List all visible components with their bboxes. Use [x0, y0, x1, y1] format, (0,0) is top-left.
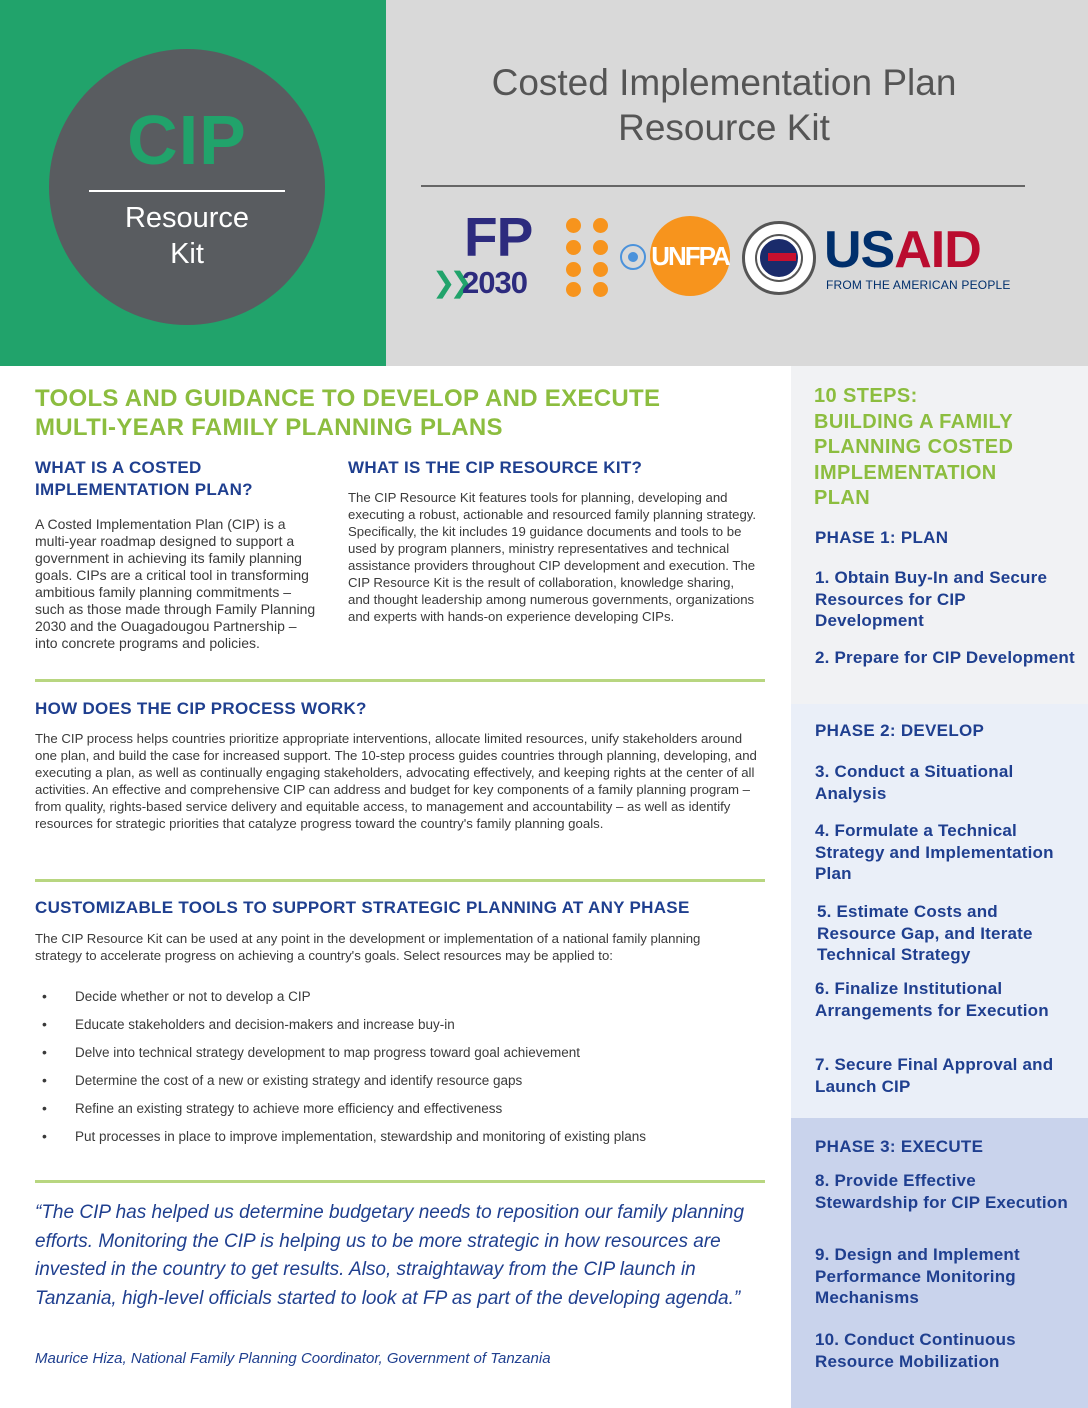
step-5: 5. Estimate Costs and Resource Gap, and Iterate Technical Strategy: [817, 902, 1033, 964]
usaid-wordmark: [824, 221, 981, 279]
testimonial-quote: “The CIP has helped us determine budgetary needs to reposition our family planning efforts. Monitoring the CIP is helping us to be more strategic in how resources are invested in the country to get results. Also, straightaway from the CIP launch in Tanzania, high-level officials started to look at FP as part of the developing agenda.”: [35, 1202, 745, 1309]
usaid-wordmark-aid: AID: [894, 221, 981, 279]
list-item: • Decide whether or not to develop a CIP: [40, 988, 740, 1005]
step-1: 1. Obtain Buy-In and Secure Resources for CIP Development: [815, 568, 1048, 630]
un-emblem-icon: [620, 244, 646, 270]
list-item: • Delve into technical strategy development to map progress toward goal achievement: [40, 1044, 740, 1061]
phase-3-label: PHASE 3: EXECUTE: [815, 1137, 984, 1156]
usaid-wordmark-us: US: [824, 221, 895, 279]
tools-bullet-list: [40, 988, 740, 1156]
what-is-kit-heading: WHAT IS THE CIP RESOURCE KIT?: [348, 458, 643, 477]
step-9: 9. Design and Implement Performance Monitoring Mechanisms: [815, 1245, 1020, 1307]
unfpa-logo-text: UNFPA: [651, 241, 729, 271]
cip-badge-divider: [89, 190, 285, 192]
step-4: 4. Formulate a Technical Strategy and Implementation Plan: [815, 821, 1054, 883]
usaid-tagline: FROM THE AMERICAN PEOPLE: [826, 278, 1011, 292]
fp2030-logo-fp: FP: [464, 206, 533, 268]
unfpa-dots-icon: [562, 218, 622, 298]
process-heading: HOW DOES THE CIP PROCESS WORK?: [35, 699, 367, 718]
sidebar-title-line: 10 STEPS:: [814, 385, 918, 407]
usaid-seal-icon: [742, 221, 816, 295]
what-is-cip-body: A Costed Implementation Plan (CIP) is a multi-year roadmap designed to support a government in achieving its family planning goals. CIPs are a critical tool in transforming ambitious family planning commitments – such as those made through Family Planning 2030 and the Ouagadougou Partnership – into concrete programs and policies.: [35, 516, 316, 651]
testimonial-attribution: Maurice Hiza, National Family Planning Coordinator, Government of Tanzania: [35, 1350, 551, 1367]
cip-badge-title: CIP: [127, 101, 247, 179]
cip-badge-subtitle-line1: Resource: [124, 202, 250, 234]
section-divider-1: [35, 679, 765, 682]
cip-badge-subtitle-line2: Kit: [170, 238, 204, 270]
sidebar-title-line: PLANNING COSTED: [814, 436, 1014, 458]
phase-2-label: PHASE 2: DEVELOP: [815, 721, 985, 740]
tools-body: The CIP Resource Kit can be used at any point in the development or implementation of a national family planning strategy to accelerate progress on achieving a country's goals. Select resources may be applied to:: [35, 931, 701, 963]
step-10: 10. Conduct Continuous Resource Mobilization: [815, 1330, 1016, 1371]
main-heading: [35, 384, 755, 442]
what-is-cip-heading: WHAT IS A COSTED IMPLEMENTATION PLAN?: [35, 458, 253, 499]
sidebar-title-line: IMPLEMENTATION: [814, 461, 997, 484]
step-7: 7. Secure Final Approval and Launch CIP: [815, 1055, 1054, 1096]
main-heading-line1: TOOLS AND GUIDANCE TO DEVELOP AND EXECUTE: [35, 385, 661, 412]
step-6: 6. Finalize Institutional Arrangements for Execution: [815, 979, 1049, 1020]
page-title: [424, 60, 1024, 150]
step-8: 8. Provide Effective Stewardship for CIP Execution: [815, 1171, 1068, 1212]
step-3: 3. Conduct a Situational Analysis: [815, 762, 1014, 803]
phase-1-label: PHASE 1: PLAN: [815, 528, 949, 547]
sidebar-title-line: BUILDING A FAMILY: [814, 410, 1014, 433]
cip-badge: [49, 49, 325, 325]
step-2: 2. Prepare for CIP Development: [815, 648, 1075, 667]
page-title-line2: Resource Kit: [618, 107, 830, 148]
page-title-line1: Costed Implementation Plan: [491, 62, 957, 103]
process-body: The CIP process helps countries prioritize appropriate interventions, allocate limited resources, unify stakeholders around one plan, and build the case for increased support. The 10-step process guides countries through planning, developing, and executing a plan, as well as continually engaging stakeholders, advocating effectively, and keeping rights at the center of all activities. An effective and comprehensive CIP can address and budget for key components of a family planning program – from quality, rights-based service delivery and equitable access, to management and accountability – as well as identify resources for strategic priorities that catalyze progress toward the country's family planning goals.: [35, 731, 757, 831]
list-item: • Educate stakeholders and decision-makers and increase buy-in: [40, 1016, 740, 1033]
main-heading-line2: MULTI-YEAR FAMILY PLANNING PLANS: [35, 414, 503, 441]
tools-heading: CUSTOMIZABLE TOOLS TO SUPPORT STRATEGIC PLANNING AT ANY PHASE: [35, 898, 690, 917]
what-is-kit-body: The CIP Resource Kit features tools for planning, developing and executing a robust, actionable and resourced family planning strategy. Specifically, the kit includes 19 guidance documents and tools to be used by program planners, ministry representatives and technical assistance providers throughout CIP development and execution. The CIP Resource Kit is the result of collaboration, knowledge sharing, and thought leadership among numerous governments, organizations and experts with hands-on experience developing CIPs.: [348, 490, 757, 624]
sidebar-title: [814, 384, 1074, 512]
header-gray-panel: [386, 0, 1088, 366]
chevron-icon: ❯❯: [432, 267, 467, 298]
list-item: • Refine an existing strategy to achieve more efficiency and effectiveness: [40, 1100, 740, 1117]
list-item: • Determine the cost of a new or existing strategy and identify resource gaps: [40, 1072, 740, 1089]
usaid-logo: [742, 218, 1014, 298]
section-divider-2: [35, 879, 765, 882]
sidebar-title-line: PLAN: [814, 487, 871, 509]
cip-badge-subtitle: [49, 200, 325, 272]
title-divider: [421, 185, 1025, 187]
fp2030-logo: [432, 206, 556, 300]
list-item: • Put processes in place to improve implementation, stewardship and monitoring of existing plans: [40, 1128, 740, 1145]
unfpa-logo: [562, 216, 732, 298]
section-divider-3: [35, 1180, 765, 1183]
fp2030-logo-year: 2030: [462, 265, 527, 300]
